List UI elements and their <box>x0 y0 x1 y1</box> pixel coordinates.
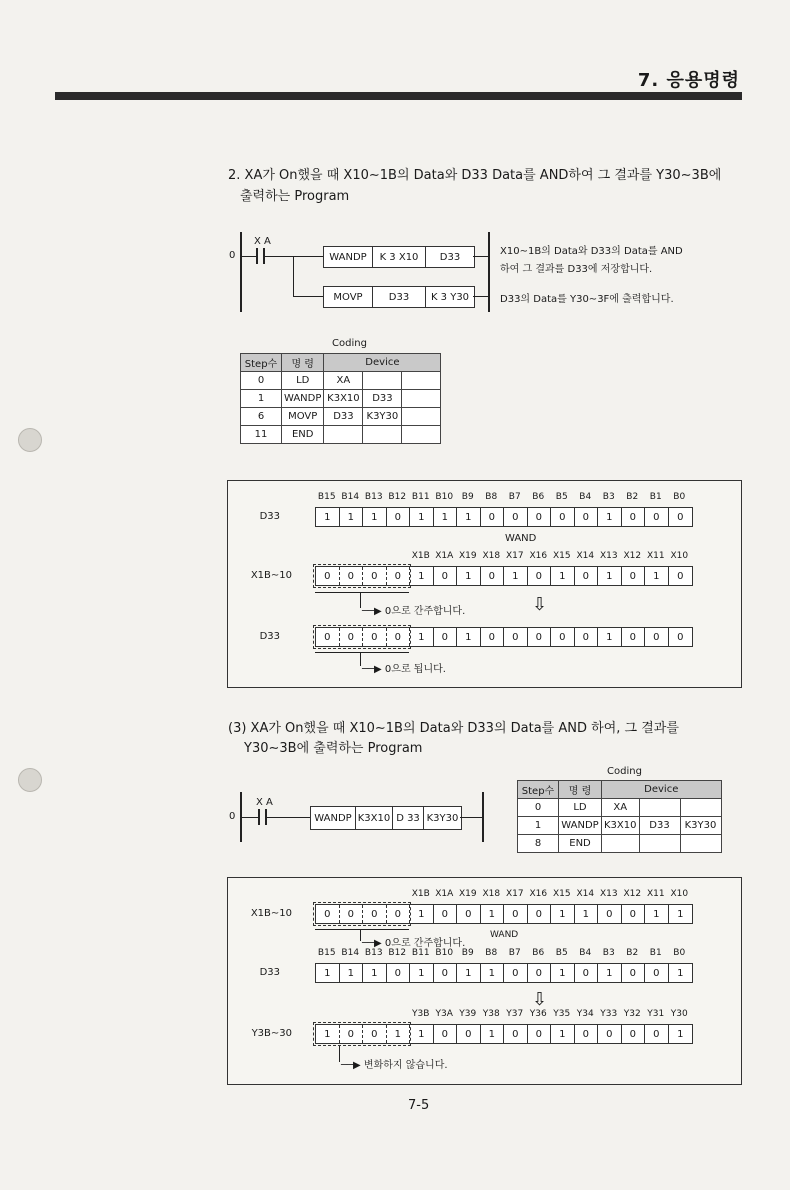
bit-cell: 0 <box>504 964 528 982</box>
bit-header: B2 <box>626 948 639 958</box>
rung-wire <box>267 817 310 818</box>
bit-header: B0 <box>673 948 686 958</box>
dashed-zero-region <box>313 902 411 926</box>
bit-cell: 1 <box>410 1025 434 1043</box>
bit-header: B7 <box>508 948 521 958</box>
bit-header: B2 <box>626 492 639 502</box>
section3-title-line2: Y30∼3B에 출력하는 Program <box>244 741 423 756</box>
bit-cell: 0 <box>340 905 364 923</box>
bit-header: Y30 <box>670 1009 688 1019</box>
d33-label: D33 <box>259 967 280 978</box>
x-label: X1B∼10 <box>250 570 292 581</box>
bit-cell: 1 <box>645 567 669 585</box>
dashed-result-region <box>313 625 411 649</box>
arrow-icon: ──▶ <box>341 1060 364 1071</box>
bit-cell: 1 <box>316 1025 340 1043</box>
arrow-icon: ──▶ <box>362 938 385 949</box>
table-row: 11 END <box>241 426 441 444</box>
bit-header: B14 <box>341 492 360 502</box>
bit-header: Y38 <box>482 1009 500 1019</box>
contact-bar-left <box>258 809 260 825</box>
bit-header: X16 <box>529 889 548 899</box>
bit-header: B9 <box>461 492 474 502</box>
bit-header: B5 <box>555 948 568 958</box>
bit-header: B8 <box>485 492 498 502</box>
bit-cell: 1 <box>645 905 669 923</box>
bit-cell: 1 <box>551 1025 575 1043</box>
bit-cell: 1 <box>410 508 434 526</box>
bit-cell: 0 <box>340 628 364 646</box>
bit-header: X14 <box>576 551 595 561</box>
right-rail <box>488 232 490 312</box>
bit-header: B1 <box>649 948 662 958</box>
bit-cell: 0 <box>575 508 599 526</box>
table-row: 6 MOVP D33 K3Y30 <box>241 408 441 426</box>
bit-cell: 0 <box>363 905 387 923</box>
x-bit-headers <box>409 889 691 899</box>
bit-header: X13 <box>599 551 618 561</box>
wand-label: WAND <box>490 930 519 940</box>
bit-cell: 0 <box>677 631 684 643</box>
bit-header: B8 <box>485 948 498 958</box>
bit-cell: 0 <box>645 1025 669 1043</box>
b-bit-headers <box>315 948 691 958</box>
bit-header: B6 <box>532 948 545 958</box>
wandp-instruction-box: WANDP K 3 X10 D33 <box>323 246 475 268</box>
note-wand-2: 하여 그 결과를 D33에 저장합니다. <box>500 264 653 275</box>
bit-cell: 0 <box>575 628 599 646</box>
bit-cell: 1 <box>316 964 340 982</box>
bit-header: B15 <box>317 492 336 502</box>
bit-cell: 1 <box>340 964 364 982</box>
bit-cell: 0 <box>528 1025 552 1043</box>
bit-header: X12 <box>623 889 642 899</box>
bit-header: X17 <box>505 551 524 561</box>
bit-cell: 0 <box>434 905 458 923</box>
rung-wire <box>242 817 258 818</box>
bit-cell: 1 <box>481 1025 505 1043</box>
bit-header: X15 <box>552 551 571 561</box>
bit-header: B3 <box>602 948 615 958</box>
section2-title-line1: 2. XA가 On했을 때 X10∼1B의 Data와 D33 Data를 AND하여 그 결과를 Y30∼3B에 <box>228 168 722 183</box>
bit-cell: 0 <box>598 905 622 923</box>
bit-cell: 0 <box>316 628 340 646</box>
arrow-icon: ──▶ <box>362 664 385 675</box>
movp-instruction-box: MOVP D33 K 3 Y30 <box>323 286 475 308</box>
bit-header: X1B <box>411 889 430 899</box>
wire <box>473 256 488 257</box>
bit-header: B11 <box>411 948 430 958</box>
rung-wire <box>242 256 256 257</box>
bit-cell: 0 <box>528 628 552 646</box>
bit-cell: 0 <box>622 905 646 923</box>
dashed-unchanged-region <box>313 1022 411 1046</box>
note-movp: D33의 Data를 Y30∼3F에 출력합니다. <box>500 294 674 305</box>
bit-cell: 1 <box>316 508 340 526</box>
unchanged-note: ──▶ 변화하지 않습니다. <box>341 1060 448 1071</box>
bit-cell: 1 <box>551 905 575 923</box>
result-label: D33 <box>259 631 280 642</box>
arrow-stem <box>339 1046 340 1062</box>
bit-cell: 0 <box>340 567 364 585</box>
bit-cell: 1 <box>481 964 505 982</box>
bit-cell: 1 <box>363 508 387 526</box>
arrow-stem <box>360 652 361 666</box>
bit-header: X18 <box>482 889 501 899</box>
bit-header: B12 <box>388 948 407 958</box>
bit-cell: 0 <box>504 905 528 923</box>
bit-cell: 0 <box>340 1025 364 1043</box>
page-number: 7-5 <box>408 1098 430 1113</box>
bit-cell: 0 <box>387 508 411 526</box>
contact-label: X A <box>254 236 271 247</box>
bit-header: X1A <box>435 889 454 899</box>
bit-cell: 0 <box>645 508 669 526</box>
down-arrow-icon: ⇩ <box>532 594 548 615</box>
bit-cell: 0 <box>481 567 505 585</box>
x-label: X1B∼10 <box>250 908 292 919</box>
bit-header: Y36 <box>529 1009 547 1019</box>
bit-cell: 1 <box>575 905 599 923</box>
bit-header: X15 <box>552 889 571 899</box>
bit-cell: 0 <box>551 508 575 526</box>
bit-cell: 1 <box>363 964 387 982</box>
bit-header: Y32 <box>623 1009 641 1019</box>
bit-header: B12 <box>388 492 407 502</box>
bit-header: B3 <box>602 492 615 502</box>
bit-header: B13 <box>364 948 383 958</box>
y-bit-headers <box>409 1009 691 1019</box>
bit-cell: 0 <box>677 511 684 523</box>
bit-cell: 0 <box>316 567 340 585</box>
arrow-stem <box>360 929 361 941</box>
bit-header: Y33 <box>600 1009 618 1019</box>
bit-header: X14 <box>576 889 595 899</box>
bit-header: X10 <box>670 551 689 561</box>
bit-cell: 0 <box>387 905 411 923</box>
bit-cell: 0 <box>434 964 458 982</box>
bit-header: B15 <box>317 948 336 958</box>
bit-header: B4 <box>579 948 592 958</box>
bit-header: X11 <box>646 889 665 899</box>
bit-header: X18 <box>482 551 501 561</box>
bit-cell: 1 <box>340 508 364 526</box>
brace-line <box>315 652 409 653</box>
bit-header: X16 <box>529 551 548 561</box>
bit-header: B13 <box>364 492 383 502</box>
contact-bar-left <box>256 248 258 264</box>
zero-note: ──▶ 0으로 간주합니다. <box>362 938 466 949</box>
bit-cell: 1 <box>434 508 458 526</box>
bit-header: B11 <box>411 492 430 502</box>
bit-cell: 0 <box>387 964 411 982</box>
bit-cell: 0 <box>363 567 387 585</box>
bit-cell: 1 <box>598 628 622 646</box>
y-label: Y3B∼30 <box>251 1028 292 1039</box>
bit-cell: 1 <box>387 1025 411 1043</box>
bit-cell: 1 <box>598 964 622 982</box>
bit-cell: 1 <box>410 905 434 923</box>
dashed-zero-region <box>313 564 411 588</box>
bit-cell: 1 <box>677 908 684 920</box>
branch-vertical <box>293 256 294 296</box>
result-note: ──▶ 0으로 됩니다. <box>362 664 446 675</box>
bit-cell: 1 <box>410 964 434 982</box>
down-arrow-icon: ⇩ <box>532 989 548 1010</box>
bit-header: X17 <box>505 889 524 899</box>
left-rail <box>240 232 242 312</box>
d33-bits <box>315 963 693 983</box>
table-row: 1 WANDP K3X10 D33 <box>241 390 441 408</box>
bit-cell: 0 <box>504 628 528 646</box>
bit-cell: 0 <box>434 1025 458 1043</box>
bit-cell: 0 <box>575 567 599 585</box>
wire <box>460 817 482 818</box>
bit-header: B4 <box>579 492 592 502</box>
x-bit-headers <box>409 551 691 561</box>
bit-cell: 0 <box>363 628 387 646</box>
chapter-title: 7. 응용명령 <box>637 70 740 91</box>
bit-cell: 0 <box>528 905 552 923</box>
bit-cell: 0 <box>677 570 684 582</box>
right-rail <box>482 792 484 842</box>
bit-cell: 1 <box>598 508 622 526</box>
wire <box>473 296 488 297</box>
bit-cell: 0 <box>387 567 411 585</box>
table-row: 8 END <box>518 835 722 853</box>
table-row: 1 WANDP K3X10 D33 K3Y30 <box>518 817 722 835</box>
bit-cell: 0 <box>457 1025 481 1043</box>
bit-cell: 0 <box>622 628 646 646</box>
coding-table: Step수 명 령 Device 0 LD XA 1 WANDP K3X10 D33 K3Y30 8 END <box>517 780 722 853</box>
bit-cell: 0 <box>598 1025 622 1043</box>
bit-cell: 1 <box>551 567 575 585</box>
bit-cell: 0 <box>481 628 505 646</box>
bit-header: X1B <box>411 551 430 561</box>
bit-cell: 1 <box>598 567 622 585</box>
bit-header: Y34 <box>576 1009 594 1019</box>
bit-cell: 1 <box>551 964 575 982</box>
bit-header: B0 <box>673 492 686 502</box>
d33-bits <box>315 507 693 527</box>
bit-cell: 0 <box>434 628 458 646</box>
contact-label: X A <box>256 797 273 808</box>
bit-header: B1 <box>649 492 662 502</box>
section2-title-line2: 출력하는 Program <box>240 189 350 204</box>
bit-cell: 1 <box>677 967 684 979</box>
bit-cell: 1 <box>677 1028 684 1040</box>
bit-cell: 0 <box>622 1025 646 1043</box>
bit-cell: 0 <box>622 964 646 982</box>
rung-step-label: 0 <box>229 811 236 822</box>
binder-hole-bottom <box>18 768 42 792</box>
bit-cell: 0 <box>551 628 575 646</box>
brace-line <box>315 929 409 930</box>
arrow-icon: ──▶ <box>362 606 385 617</box>
section3-title-line1: (3) XA가 On했을 때 X10∼1B의 Data와 D33의 Data를 AND 하여, 그 결과를 <box>228 721 679 736</box>
bit-cell: 0 <box>434 567 458 585</box>
bit-cell: 1 <box>457 628 481 646</box>
bit-header: B10 <box>435 948 454 958</box>
bit-cell: 1 <box>457 964 481 982</box>
bit-header: X19 <box>458 889 477 899</box>
coding-label: Coding <box>607 766 642 777</box>
bit-header: B14 <box>341 948 360 958</box>
bit-cell: 0 <box>645 628 669 646</box>
bit-cell: 0 <box>645 964 669 982</box>
bit-cell: 0 <box>316 905 340 923</box>
bit-cell: 0 <box>528 508 552 526</box>
bit-header: X12 <box>623 551 642 561</box>
wand-label: WAND <box>505 533 537 544</box>
wandp-instruction-box: WANDP K3X10 D 33 K3Y30 <box>310 806 462 830</box>
arrow-stem <box>360 592 361 608</box>
bit-header: X13 <box>599 889 618 899</box>
bit-header: B7 <box>508 492 521 502</box>
bit-cell: 1 <box>457 508 481 526</box>
bit-header: Y31 <box>647 1009 665 1019</box>
bit-cell: 0 <box>504 1025 528 1043</box>
rung-wire <box>265 256 323 257</box>
bit-cell: 0 <box>622 508 646 526</box>
table-row: 0 LD XA <box>518 799 722 817</box>
rung-step-label: 0 <box>229 250 236 261</box>
bit-header: Y3B <box>412 1009 430 1019</box>
bit-header: B6 <box>532 492 545 502</box>
bit-header: Y37 <box>506 1009 524 1019</box>
coding-label: Coding <box>332 338 367 349</box>
bit-cell: 0 <box>528 964 552 982</box>
bit-header: B5 <box>555 492 568 502</box>
bit-cell: 0 <box>457 905 481 923</box>
bit-cell: 0 <box>363 1025 387 1043</box>
bit-cell: 0 <box>575 1025 599 1043</box>
bit-header: B9 <box>461 948 474 958</box>
bit-header: Y39 <box>459 1009 477 1019</box>
bit-cell: 0 <box>575 964 599 982</box>
bit-header: X1A <box>435 551 454 561</box>
note-wand: X10∼1B의 Data와 D33의 Data를 AND <box>500 246 683 257</box>
bit-header: Y3A <box>435 1009 453 1019</box>
header-rule <box>55 92 742 100</box>
zero-note: ──▶ 0으로 간주합니다. <box>362 606 466 617</box>
bit-cell: 1 <box>410 628 434 646</box>
bit-header: X19 <box>458 551 477 561</box>
bit-cell: 0 <box>622 567 646 585</box>
bit-cell: 0 <box>481 508 505 526</box>
b-bit-headers <box>315 492 691 502</box>
bit-cell: 1 <box>457 567 481 585</box>
bit-cell: 0 <box>504 508 528 526</box>
bit-header: B10 <box>435 492 454 502</box>
binder-hole-top <box>18 428 42 452</box>
bit-header: X10 <box>670 889 689 899</box>
bit-cell: 1 <box>410 567 434 585</box>
coding-table: Step수 명 령 Device 0 LD XA 1 WANDP K3X10 D33 6 MOVP D33 K3Y30 11 END <box>240 353 441 444</box>
d33-label: D33 <box>259 511 280 522</box>
bit-cell: 0 <box>387 628 411 646</box>
bit-cell: 1 <box>504 567 528 585</box>
bit-header: Y35 <box>553 1009 571 1019</box>
bit-cell: 1 <box>481 905 505 923</box>
brace-line <box>315 592 409 593</box>
bit-cell: 0 <box>528 567 552 585</box>
branch-wire <box>293 296 323 297</box>
bit-header: X11 <box>646 551 665 561</box>
table-row: 0 LD XA <box>241 372 441 390</box>
